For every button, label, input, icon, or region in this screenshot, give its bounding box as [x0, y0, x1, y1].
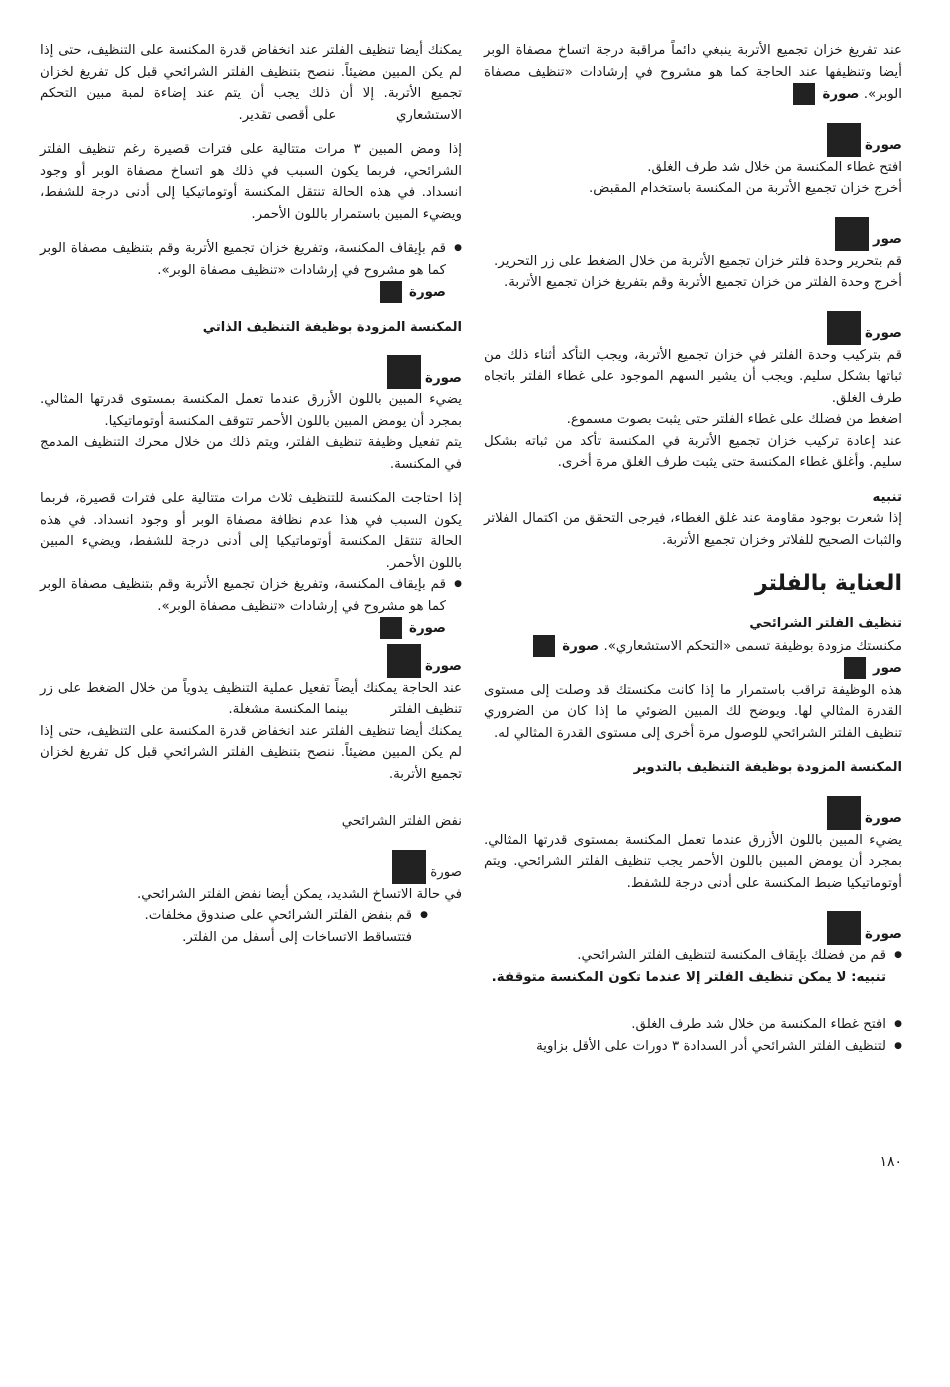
figure-label: صورة	[484, 911, 902, 945]
figure-placeholder	[827, 911, 861, 945]
paragraph: يضيء المبين باللون الأزرق عندما تعمل المكنسة بمستوى قدرتها المثالي. بمجرد أن يومض المبين باللون الأحمر تتوقف المكنسة أوتوماتيكيا.	[40, 392, 462, 429]
figure-placeholder	[387, 644, 421, 678]
subheading: تنظيف الفلتر الشرائحي	[749, 616, 902, 631]
paragraph: عند إعادة تركيب خزان تجميع الأتربة في المكنسة تأكد من ثباته بشكل سليم. وأغلق غطاء المكنسة حتى يثبت طرف الغلق مرة أخرى.	[484, 433, 902, 470]
list-item: ● قم بنفض الفلتر الشرائحي على صندوق مخلفات. فتتساقط الاتساخات إلى أسفل من الفلتر.	[40, 905, 412, 948]
paragraph: أخرج وحدة الفلتر من خزان تجميع الأتربة وقم بتفريغ خزان تجميع الأتربة.	[503, 275, 902, 290]
bullet-list	[40, 905, 462, 948]
figure-placeholder	[392, 850, 426, 884]
bullet-list	[40, 238, 462, 304]
paragraph: يتم تفعيل وظيفة تنظيف الفلتر، ويتم ذلك من خلال محرك التنظيف المدمج في المكنسة.	[40, 435, 462, 472]
paragraph: عند الحاجة يمكنك أيضاً تفعيل عملية التنظيف يدوياً من خلال الضغط على زر تنظيف الفلتر بينما المكنسة مشغلة.	[40, 680, 462, 717]
list-item: ● قم بإيقاف المكنسة، وتفريغ خزان تجميع الأتربة وقم بتنظيف مصفاة الوبر كما هو مشروح في إرشادات «تنظيف مصفاة الوبر». صورة	[40, 238, 446, 304]
figure-label: صورة	[484, 311, 902, 345]
subheading: المكنسة المزودة بوظيفة التنظيف الذاتي	[202, 319, 462, 335]
figure-label: صورة	[484, 796, 902, 830]
paragraph: مكنستك مزودة بوظيفة تسمى «التحكم الاستشعاري». صورة	[484, 635, 902, 658]
subheading: المكنسة المزودة بوظيفة التنظيف بالتدوير	[633, 760, 902, 775]
figure-label: صور	[484, 217, 902, 251]
subheading: نفض الفلتر الشرائحي	[341, 814, 462, 829]
paragraph: صور	[484, 657, 902, 680]
paragraph: أخرج خزان تجميع الأتربة من المكنسة باستخدام المقبض.	[589, 181, 902, 196]
list-item: ● لتنظيف الفلتر الشرائحي أدر السدادة ٣ دورات على الأقل بزاوية	[484, 1036, 886, 1058]
figure-placeholder	[380, 617, 402, 639]
figure-label: صورة	[484, 123, 902, 157]
paragraph: هذه الوظيفة تراقب باستمرار ما إذا كانت مكنستك قد وصلت إلى مستوى القدرة المثالي لها. ويوضح لك المبين الضوئي ما إذا كان من الضروري تنظيف الفلتر الشرائحي للوصول مرة أخرى إلى مستوى القدرة المثالي له.	[484, 682, 902, 741]
figure-placeholder	[844, 657, 866, 679]
figure-placeholder	[835, 217, 869, 251]
paragraph: يمكنك أيضا تنظيف الفلتر عند انخفاض قدرة المكنسة على التنظيف، حتى إذا لم يكن المبين مضيئاً. ننصح بتنظيف الفلتر الشرائحي قبل كل تفريغ لخزان تجميع الأتربة. إلا أن ذلك يجب أن يتم عند إضاءة لمبة مبين التحكم الاستشعاري على أقصى تقدير.	[40, 43, 462, 123]
figure-placeholder	[793, 83, 815, 105]
paragraph: افتح غطاء المكنسة من خلال شد طرف الغلق.	[647, 159, 902, 175]
list-item: ● قم من فضلك بإيقاف المكنسة لتنظيف الفلتر الشرائحي. تنبيه: لا يمكن تنظيف الفلتر إلا عندما تكون المكنسة متوقفة.	[484, 945, 886, 988]
list-item: ● افتح غطاء المكنسة من خلال شد طرف الغلق.	[484, 1014, 886, 1036]
section-heading: العناية بالفلتر	[755, 571, 902, 596]
paragraph: إذا احتاجت المكنسة للتنظيف ثلاث مرات متتالية على فترات قصيرة، فربما يكون السبب في هذا عدم نظافة مصفاة الوبر أو وجود انسداد. في هذه الحالة تنتقل المكنسة أوتوماتيكيا إلى أدنى درجة للشفط، ويضيء المبين باللون الأحمر.	[40, 491, 462, 571]
note-text: إذا شعرت بوجود مقاومة عند غلق الغطاء، فيرجى التحقق من اكتمال الفلاتر والثبات الصحيح للفلاتر وخزان تجميع الأتربة.	[484, 511, 902, 548]
paragraph: يضيء المبين باللون الأزرق عندما تعمل المكنسة بمستوى قدرتها المثالي. بمجرد أن يومض المبين باللون الأحمر يجب تنظيف الفلتر الشرائحي. ويتم أوتوماتيكيا ضبط المكنسة على أدنى درجة للشفط.	[484, 832, 902, 891]
bullet-list	[40, 574, 462, 640]
list-item: ● قم بإيقاف المكنسة، وتفريغ خزان تجميع الأتربة وقم بتنظيف مصفاة الوبر كما هو مشروح في إرشادات «تنظيف مصفاة الوبر». صورة	[40, 574, 446, 640]
paragraph: عند تفريغ خزان تجميع الأتربة ينبغي دائماً مراقبة درجة اتساخ مصفاة الوبر أيضا وتنظيفها عند الحاجة كما هو مشروح في إرشادات «تنظيف مصفاة الوبر». صورة	[484, 40, 902, 106]
paragraph: قم بتحرير وحدة فلتر خزان تجميع الأتربة من خلال الضغط على زر التحرير.	[494, 253, 902, 269]
figure-label: صورة	[40, 355, 462, 389]
figure-placeholder	[533, 635, 555, 657]
paragraph: يمكنك أيضا تنظيف الفلتر عند انخفاض قدرة المكنسة على التنظيف، حتى إذا لم يكن المبين مضيئاً. ننصح بتنظيف الفلتر الشرائحي قبل كل تفريغ لخزان تجميع الأتربة.	[40, 723, 462, 782]
left-column	[40, 40, 462, 948]
bullet-list	[484, 945, 902, 988]
figure-placeholder	[827, 796, 861, 830]
figure-placeholder	[387, 355, 421, 389]
figure-label: صورة	[40, 850, 462, 884]
page-number: ١٨٠	[879, 1154, 902, 1170]
note-title: تنبيه	[872, 489, 902, 505]
bullet-list	[484, 1014, 902, 1057]
figure-placeholder	[827, 311, 861, 345]
paragraph: في حالة الاتساخ الشديد، يمكن أيضا نفض الفلتر الشرائحي.	[136, 886, 462, 902]
right-column	[484, 40, 902, 1057]
figure-placeholder	[380, 281, 402, 303]
figure-placeholder	[827, 123, 861, 157]
figure-label: صورة	[40, 644, 462, 678]
paragraph: إذا ومض المبين ٣ مرات متتالية على فترات قصيرة رغم تنظيف الفلتر الشرائحي، فربما يكون السبب في ذلك هو اتساخ مصفاة الوبر أو وجود انسداد. في هذه الحالة تنتقل المكنسة أوتوماتيكيا إلى أدنى درجة للشفط، ويضيء المبين باستمرار باللون الأحمر.	[40, 142, 462, 222]
paragraph: قم بتركيب وحدة الفلتر في خزان تجميع الأتربة، ويجب التأكد أثناء ذلك من ثباتها بشكل سليم. ويجب أن يشير السهم الموجود على غطاء الفلتر باتجاه طرف الغلق.	[484, 347, 902, 406]
paragraph: اضغط من فضلك على غطاء الفلتر حتى يثبت بصوت مسموع.	[566, 412, 902, 427]
